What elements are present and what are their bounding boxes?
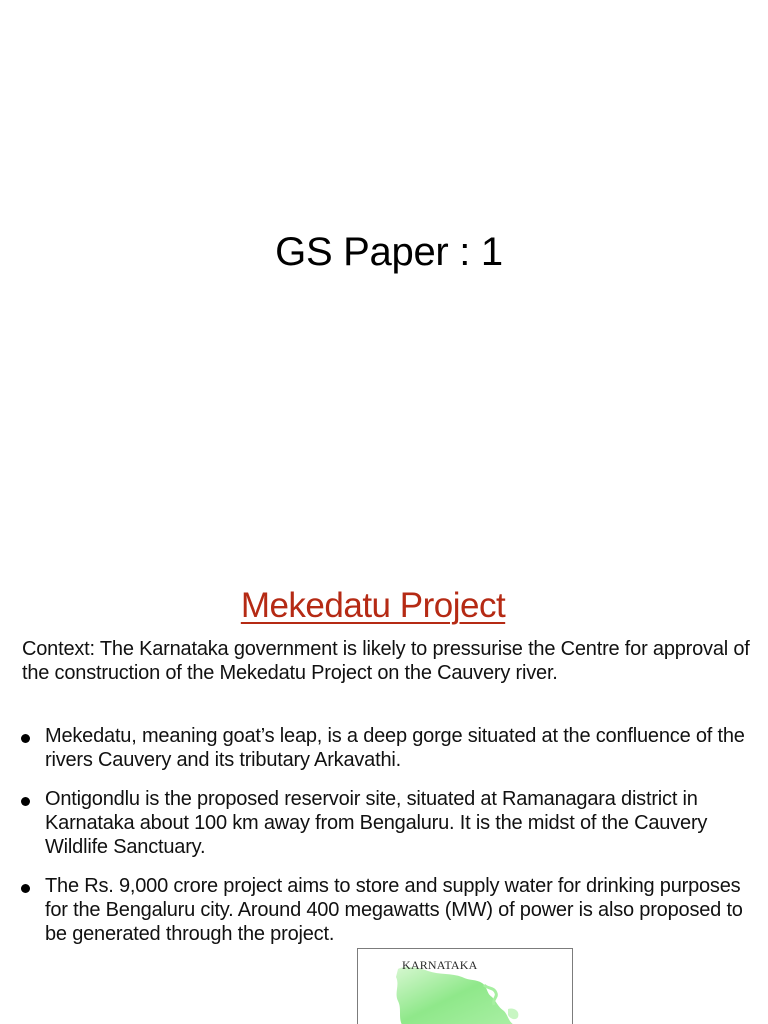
- map-label: KARNATAKA: [402, 958, 478, 972]
- map-island-detail: [508, 1008, 518, 1019]
- bullet-icon: [21, 797, 30, 806]
- bullet-text: Mekedatu, meaning goat’s leap, is a deep gorge situated at the confluence of the rivers Cauvery and its tributary Arkavathi.: [45, 725, 745, 771]
- karnataka-map-image: [357, 948, 573, 1024]
- bullet-text: The Rs. 9,000 crore project aims to store and supply water for drinking purposes for the Bengaluru city. Around 400 megawatts (MW) of power is also proposed to be generated through the project.: [45, 875, 743, 945]
- bullet-text: Ontigondlu is the proposed reservoir site, situated at Ramanagara district in Karnataka about 100 km away from Bengaluru. It is the midst of the Cauvery Wildlife Sanctuary.: [45, 788, 708, 858]
- section-heading: Mekedatu Project: [240, 586, 506, 625]
- context-paragraph: [22, 637, 752, 685]
- bullet-icon: [21, 734, 30, 743]
- bullet-icon: [21, 884, 30, 893]
- page-title: GS Paper : 1: [275, 230, 503, 274]
- context-label: Context:: [22, 638, 95, 660]
- context-text: The Karnataka government is likely to pressurise the Centre for approval of the construction of the Mekedatu Project on the Cauvery river.: [22, 638, 750, 684]
